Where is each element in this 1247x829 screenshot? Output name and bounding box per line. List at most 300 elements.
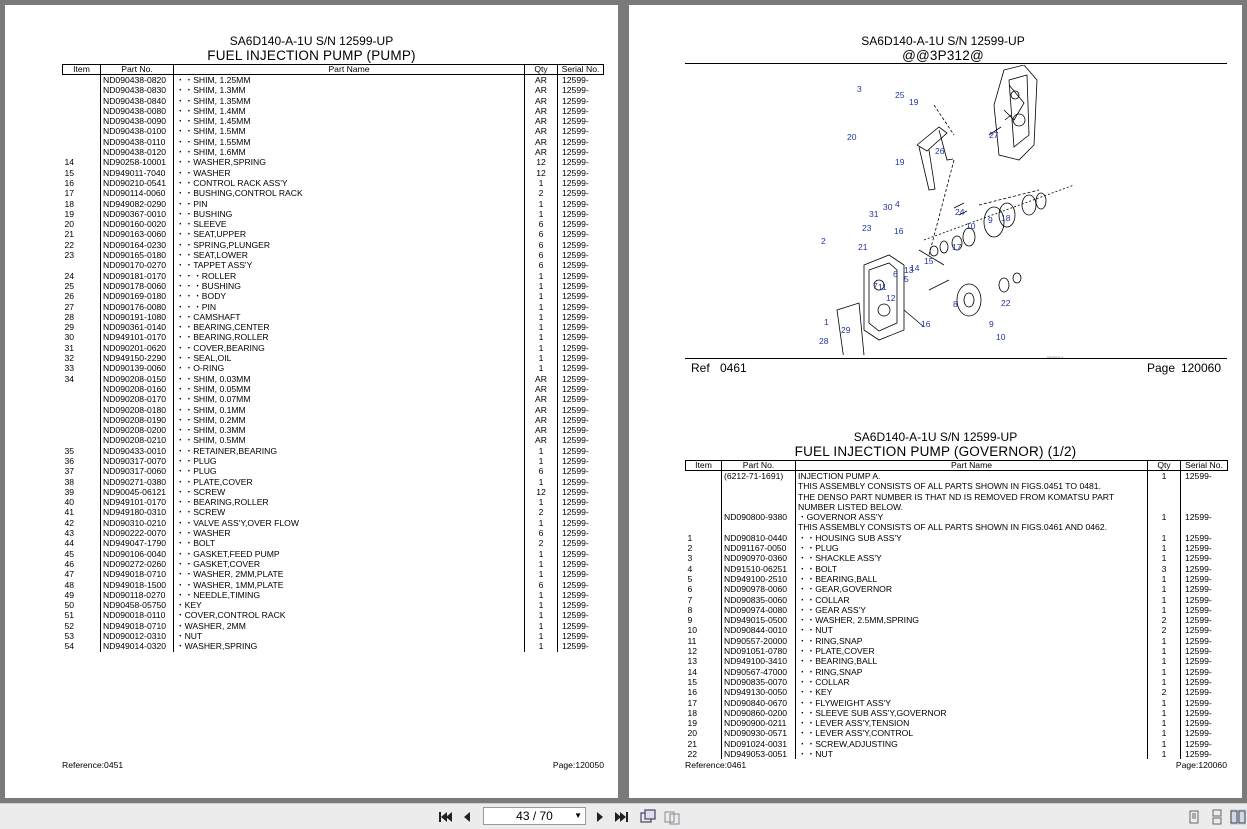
cell-qty: 1	[525, 199, 558, 209]
cell-ser: 12599-	[1181, 564, 1228, 574]
cell-name: ・・LEVER ASS'Y,CONTROL	[796, 728, 1148, 738]
cell-qty: 1	[525, 332, 558, 342]
cell-part: ND090210-0541	[101, 178, 174, 188]
table-row	[63, 302, 604, 312]
cell-part: ND090208-0170	[101, 394, 174, 404]
cell-ser: 12599-	[1181, 605, 1228, 615]
cell-ser: 12599-	[558, 549, 604, 559]
cell-ser: 12599-	[1181, 584, 1228, 594]
callout-number: 24	[955, 207, 965, 217]
cell-item: 23	[64, 250, 75, 261]
callout-number: 19	[895, 157, 905, 167]
table-row	[63, 209, 604, 219]
cell-name: ・・NEEDLE,TIMING	[174, 590, 525, 600]
callout-number: 5	[904, 274, 909, 284]
cell-qty: 1	[1148, 605, 1181, 615]
cell-part: ND090438-0120	[101, 147, 174, 157]
cell-qty: 6	[525, 250, 558, 260]
table-row	[63, 353, 604, 363]
cell-part: ND949011-7040	[101, 168, 174, 178]
cell-item: 14	[687, 666, 698, 677]
cell-name: ・・BUSHING	[174, 209, 525, 219]
cell-item: 18	[687, 707, 698, 718]
cell-item: 10	[687, 625, 698, 636]
cell-part: ND90557-20000	[722, 636, 796, 646]
cell-name: ・・SPRING,PLUNGER	[174, 240, 525, 250]
cell-item: 34	[64, 373, 75, 384]
table-row	[686, 698, 1228, 708]
cell-name: ・・SLEEVE SUB ASS'Y,GOVERNOR	[796, 708, 1148, 718]
page-title-model: SA6D140-A-1U S/N 12599-UP	[853, 430, 1018, 444]
cell-item: 8	[687, 604, 693, 615]
cell-name: ・・BUSHING,CONTROL RACK	[174, 188, 525, 198]
cell-name: ・・KEY	[796, 687, 1148, 697]
cell-ser: 12599-	[558, 178, 604, 188]
cell-name: ・・SHIM, 0.1MM	[174, 405, 525, 415]
cell-part: (6212-71-1691)	[722, 471, 796, 482]
cell-name: ・・・BODY	[174, 291, 525, 301]
cell-item: 54	[64, 641, 75, 652]
table-row	[63, 363, 604, 373]
cell-name: ・・BEARING,CENTER	[174, 322, 525, 332]
prev-page-icon[interactable]	[459, 809, 475, 825]
cell-name: ・・RING,SNAP	[796, 667, 1148, 677]
cell-part: ND090978-0060	[722, 584, 796, 594]
cell-name: INJECTION PUMP A.	[796, 471, 1148, 482]
table-row	[63, 343, 604, 353]
cell-name: ・・HOUSING SUB ASS'Y	[796, 533, 1148, 543]
ref-label: Ref	[691, 361, 710, 375]
cell-ser: 12599-	[558, 147, 604, 157]
table-row	[63, 497, 604, 507]
cell-ser: 12599-	[558, 75, 604, 86]
rotate-view-icon[interactable]	[640, 809, 656, 825]
column-header: Serial No.	[558, 65, 604, 75]
cell-name: ・・PIN	[174, 199, 525, 209]
column-header: Serial No.	[1181, 461, 1228, 471]
cell-qty	[1148, 502, 1181, 512]
cell-item: 6	[687, 584, 693, 595]
table-row	[63, 85, 604, 95]
table-row	[63, 178, 604, 188]
cell-qty: 1	[1148, 698, 1181, 708]
cell-qty: 6	[525, 466, 558, 476]
cell-name: ・・BOLT	[174, 538, 525, 548]
cell-item: 42	[64, 517, 75, 528]
cell-part: ND90258-10001	[101, 157, 174, 167]
cell-ser: 12599-	[558, 600, 604, 610]
table-row	[63, 538, 604, 548]
cell-item	[686, 471, 722, 482]
cell-qty: 2	[525, 538, 558, 548]
callout-number: 9	[989, 319, 994, 329]
cell-part: ND090317-0060	[101, 466, 174, 476]
cell-name: ・・SHIM, 0.3MM	[174, 425, 525, 435]
cell-qty: 1	[525, 363, 558, 373]
cell-qty: 1	[1148, 677, 1181, 687]
cell-part: ND090118-0270	[101, 590, 174, 600]
cell-part: ND090317-0070	[101, 456, 174, 466]
table-row	[686, 595, 1228, 605]
table-row	[63, 477, 604, 487]
cell-name: ・・WASHER, 2MM,PLATE	[174, 569, 525, 579]
cell-ser: 12599-	[558, 456, 604, 466]
table-row	[63, 312, 604, 322]
table-row	[686, 512, 1228, 522]
cell-name: ・・PLUG	[174, 466, 525, 476]
cell-item: 32	[64, 353, 75, 364]
cell-name: ・・・ROLLER	[174, 271, 525, 281]
cell-part: ND090860-0200	[722, 708, 796, 718]
cell-item: 16	[64, 177, 75, 188]
cell-name: NUMBER LISTED BELOW.	[796, 502, 1148, 512]
cell-ser: 12599-	[558, 466, 604, 476]
cell-qty: 1	[525, 302, 558, 312]
cell-qty: 1	[525, 600, 558, 610]
page-number-select[interactable]	[483, 807, 586, 825]
cell-qty: 2	[525, 188, 558, 198]
cell-part: ND090208-0150	[101, 374, 174, 384]
cell-name: ・・NUT	[796, 625, 1148, 635]
cell-ser: 12599-	[558, 312, 604, 322]
cell-name: THE DENSO PART NUMBER IS THAT ND IS REMOVED FROM KOMATSU PART	[796, 492, 1148, 502]
footer-reference: Reference:0461	[685, 760, 747, 770]
cell-qty: 1	[525, 559, 558, 569]
cell-name: ・・SCREW,ADJUSTING	[796, 739, 1148, 749]
cell-item: 47	[64, 569, 75, 580]
table-row	[63, 456, 604, 466]
cell-qty: 12	[525, 487, 558, 497]
cell-item: 12	[687, 646, 698, 657]
callout-number: 1	[824, 317, 829, 327]
cell-part	[722, 502, 796, 512]
page-label: Page	[1146, 361, 1175, 375]
cell-part: ND090106-0040	[101, 549, 174, 559]
cell-name: THIS ASSEMBLY CONSISTS OF ALL PARTS SHOWN IN FIGS.0451 TO 0481.	[796, 481, 1148, 491]
page-title-group: FUEL INJECTION PUMP (GOVERNOR) (1/2)	[794, 444, 1077, 459]
cell-item: 22	[64, 239, 75, 250]
table-row	[686, 708, 1228, 718]
cell-ser: 12599-	[558, 415, 604, 425]
cell-qty: 2	[1148, 687, 1181, 697]
cell-qty: 6	[525, 229, 558, 239]
cell-part: ND090208-0180	[101, 405, 174, 415]
cell-part: ND949018-0710	[101, 621, 174, 631]
table-row	[686, 543, 1228, 553]
page-value: 120060	[1180, 361, 1221, 375]
single-page-view-icon[interactable]	[1186, 809, 1202, 825]
cell-name: ・・SHIM, 1.6MM	[174, 147, 525, 157]
table-row	[63, 518, 604, 528]
cell-name: ・・SHIM, 1.45MM	[174, 116, 525, 126]
last-page-icon[interactable]	[614, 809, 630, 825]
cell-qty: 1	[525, 271, 558, 281]
cell-part: ND090438-0090	[101, 116, 174, 126]
cell-name: ・・・BUSHING	[174, 281, 525, 291]
cell-ser: 12599-	[558, 240, 604, 250]
cell-name: ・・BEARING,BALL	[796, 656, 1148, 666]
diagram-code: P03F014	[1047, 355, 1064, 360]
cell-qty: AR	[525, 415, 558, 425]
cell-item: 35	[64, 445, 75, 456]
cell-ser: 12599-	[558, 302, 604, 312]
cell-ser: 12599-	[558, 291, 604, 301]
callout-number: 29	[841, 325, 851, 335]
cell-qty: 1	[525, 631, 558, 641]
page-title-group: FUEL INJECTION PUMP (PUMP)	[207, 48, 416, 63]
table-row	[63, 507, 604, 517]
cell-qty: 1	[525, 610, 558, 620]
table-row	[63, 569, 604, 579]
two-page-icon[interactable]	[664, 809, 680, 825]
cell-part: ND949018-0710	[101, 569, 174, 579]
cell-qty: 1	[525, 446, 558, 456]
table-row	[63, 466, 604, 476]
cell-item	[63, 85, 101, 95]
cell-item: 38	[64, 476, 75, 487]
cell-item: 50	[64, 600, 75, 611]
cell-ser: 12599-	[1181, 698, 1228, 708]
cell-name: ・・SHIM, 0.2MM	[174, 415, 525, 425]
cell-ser: 12599-	[1181, 718, 1228, 728]
cell-part: ND090974-0080	[722, 605, 796, 615]
cell-item	[63, 405, 101, 415]
cell-part: ND090139-0060	[101, 363, 174, 373]
cell-ser: 12599-	[558, 229, 604, 239]
table-row	[63, 446, 604, 456]
table-row	[686, 481, 1228, 491]
cell-part: ND091167-0050	[722, 543, 796, 553]
callout-number: 21	[858, 242, 868, 252]
cell-qty: 1	[525, 518, 558, 528]
cell-qty: 1	[525, 178, 558, 188]
cell-qty: AR	[525, 374, 558, 384]
cell-ser: 12599-	[558, 126, 604, 136]
continuous-view-icon[interactable]	[1209, 809, 1225, 825]
cell-name: ・・・PIN	[174, 302, 525, 312]
cell-name: ・・COLLAR	[796, 677, 1148, 687]
cell-part: ND090170-0270	[101, 260, 174, 270]
table-row	[63, 549, 604, 559]
table-row	[63, 322, 604, 332]
column-header: Part No.	[722, 461, 796, 471]
cell-ser	[1181, 481, 1228, 491]
cell-item: 1	[687, 532, 693, 543]
cell-ser: 12599-	[558, 405, 604, 415]
callout-number: 27	[989, 130, 999, 140]
table-row	[63, 291, 604, 301]
cell-item: 53	[64, 631, 75, 642]
cell-part: ND090208-0160	[101, 384, 174, 394]
cell-item: 13	[687, 656, 698, 667]
cell-ser: 12599-	[1181, 615, 1228, 625]
cell-name: ・KEY	[174, 600, 525, 610]
diagram-title-model: SA6D140-A-1U S/N 12599-UP	[861, 34, 1025, 48]
cell-qty: AR	[525, 384, 558, 394]
cell-qty: 1	[1148, 553, 1181, 563]
table-row	[686, 677, 1228, 687]
cell-part: ND090840-0670	[722, 698, 796, 708]
table-row	[686, 564, 1228, 574]
cell-item: 9	[687, 615, 693, 626]
cell-qty: AR	[525, 405, 558, 415]
table-row	[686, 492, 1228, 502]
exploded-parts-diagram	[779, 65, 1079, 355]
table-row	[686, 522, 1228, 532]
cell-qty: 12	[525, 157, 558, 167]
cell-ser: 12599-	[558, 96, 604, 106]
column-header: Part Name	[796, 461, 1148, 471]
cell-item	[63, 137, 101, 147]
cell-ser: 12599-	[558, 641, 604, 651]
cell-ser: 12599-	[558, 209, 604, 219]
cell-part: ND090438-0830	[101, 85, 174, 95]
callout-number: 18	[1001, 213, 1011, 223]
cell-name: ・・SLEEVE	[174, 219, 525, 229]
cell-name: ・・RING,SNAP	[796, 636, 1148, 646]
cell-name: ・・SHACKLE ASS'Y	[796, 553, 1148, 563]
cell-name: ・・SHIM, 1.25MM	[174, 75, 525, 86]
cell-ser: 12599-	[558, 394, 604, 404]
cell-qty: 1	[525, 456, 558, 466]
cell-item: 17	[687, 697, 698, 708]
cell-ser: 12599-	[558, 168, 604, 178]
cell-ser: 12599-	[1181, 471, 1228, 482]
diagram-title-code: @@3P312@	[902, 48, 984, 63]
cell-item: 24	[64, 270, 75, 281]
table-row	[63, 641, 604, 651]
cell-qty: 1	[1148, 574, 1181, 584]
table-row	[63, 157, 604, 167]
cell-ser: 12599-	[1181, 574, 1228, 584]
cell-part: ND090844-0010	[722, 625, 796, 635]
table-row	[63, 137, 604, 147]
cell-qty: 1	[525, 209, 558, 219]
table-row	[686, 605, 1228, 615]
cell-item: 22	[687, 749, 698, 760]
cell-qty	[1148, 522, 1181, 532]
cell-part: ND090169-0180	[101, 291, 174, 301]
cell-part: ND090222-0070	[101, 528, 174, 538]
cell-ser: 12599-	[1181, 553, 1228, 563]
chevron-down-icon: ▼	[574, 811, 582, 820]
cell-ser	[1181, 502, 1228, 512]
table-row	[686, 687, 1228, 697]
footer-page: Page:120050	[552, 760, 604, 770]
cell-part: ND949100-2510	[722, 574, 796, 584]
cell-item: 14	[64, 157, 75, 168]
table-row	[63, 435, 604, 445]
cell-item: 16	[687, 687, 698, 698]
cell-qty: AR	[525, 75, 558, 86]
document-page-right	[629, 5, 1242, 798]
cell-item: 19	[64, 208, 75, 219]
table-row	[63, 374, 604, 384]
cell-qty: 2	[525, 507, 558, 517]
cell-part: ND949100-3410	[722, 656, 796, 666]
cell-name: ・・COLLAR	[796, 595, 1148, 605]
cell-part: ND090438-0840	[101, 96, 174, 106]
cell-name: ・・SHIM, 1.35MM	[174, 96, 525, 106]
cell-part: ND90045-06121	[101, 487, 174, 497]
cell-part: ND090201-0620	[101, 343, 174, 353]
cell-qty: 1	[525, 641, 558, 651]
cell-qty: 1	[525, 281, 558, 291]
cell-ser: 12599-	[558, 580, 604, 590]
callout-number: 22	[1001, 298, 1011, 308]
table-row	[63, 147, 604, 157]
cell-item: 46	[64, 558, 75, 569]
cell-ser: 12599-	[558, 384, 604, 394]
first-page-icon[interactable]	[437, 809, 453, 825]
cell-name: ・・SHIM, 0.05MM	[174, 384, 525, 394]
cell-part: ND949015-0500	[722, 615, 796, 625]
table-row	[63, 332, 604, 342]
cell-ser: 12599-	[1181, 512, 1228, 522]
cell-part: ND090930-0571	[722, 728, 796, 738]
cell-qty: 1	[1148, 749, 1181, 759]
cell-ser: 12599-	[558, 157, 604, 167]
cell-name: ・・SHIM, 0.07MM	[174, 394, 525, 404]
cell-item: 29	[64, 322, 75, 333]
cell-part: ND90458-05750	[101, 600, 174, 610]
table-row	[63, 394, 604, 404]
cell-name: ・・PLATE,COVER	[174, 477, 525, 487]
cell-name: ・・PLUG	[174, 456, 525, 466]
next-page-icon[interactable]	[592, 809, 608, 825]
cell-name: ・・CAMSHAFT	[174, 312, 525, 322]
cell-item	[63, 75, 101, 86]
cell-name: ・・BEARING,ROLLER	[174, 497, 525, 507]
cell-ser: 12599-	[1181, 625, 1228, 635]
cell-item: 45	[64, 548, 75, 559]
callout-number: 13	[904, 265, 914, 275]
cell-qty: 1	[525, 621, 558, 631]
cell-qty: AR	[525, 96, 558, 106]
cell-part: ND090900-0211	[722, 718, 796, 728]
cell-item	[63, 106, 101, 116]
cell-item: 20	[64, 219, 75, 230]
table-row	[686, 502, 1228, 512]
callout-number: 14	[910, 263, 920, 273]
cell-qty: 1	[1148, 656, 1181, 666]
cell-part: ND090012-0310	[101, 631, 174, 641]
cell-part: ND090165-0180	[101, 250, 174, 260]
cell-item	[63, 435, 101, 445]
cell-ser: 12599-	[1181, 656, 1228, 666]
cell-item	[686, 481, 722, 491]
cell-ser: 12599-	[1181, 677, 1228, 687]
table-row	[63, 621, 604, 631]
callout-number: 17	[952, 242, 962, 252]
cell-part	[722, 522, 796, 532]
cell-qty: 1	[1148, 636, 1181, 646]
cell-part: ND090970-0360	[722, 553, 796, 563]
cell-item: 48	[64, 579, 75, 590]
table-row	[63, 168, 604, 178]
cell-part: ND090800-9380	[722, 512, 796, 522]
callout-number: 26	[935, 146, 945, 156]
cell-ser: 12599-	[558, 106, 604, 116]
cell-item: 19	[687, 718, 698, 729]
table-row	[686, 625, 1228, 635]
reference-bar	[685, 358, 1227, 375]
facing-view-icon[interactable]	[1230, 809, 1246, 825]
cell-part: ND090164-0230	[101, 240, 174, 250]
cell-qty: AR	[525, 85, 558, 95]
cell-qty: 1	[525, 549, 558, 559]
table-row	[63, 260, 604, 270]
